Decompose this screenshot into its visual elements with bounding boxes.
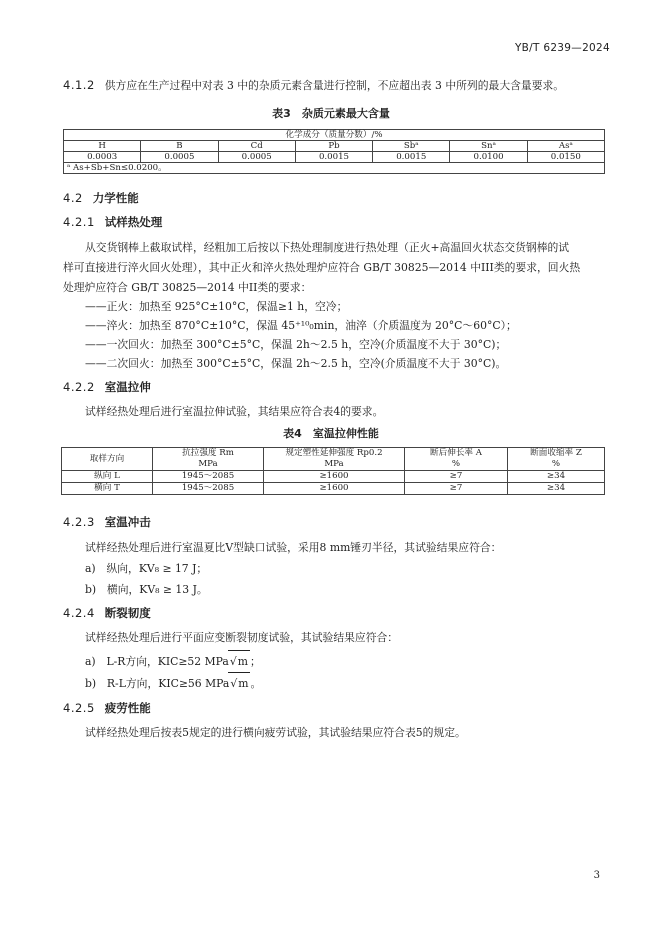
section-4-2 (63, 190, 139, 206)
paragraph: 试样经热处理后进行室温夏比V型缺口试验，采用8 mm锤刃半径，其试验结果应符合： (85, 541, 502, 554)
standard-code: YB/T 6239—2024 (514, 42, 610, 54)
table4 (61, 447, 605, 495)
table3-footnote: ᵃ As+Sb+Sn≤0.0200。 (64, 163, 605, 174)
clause-title: 疲劳性能 (104, 701, 151, 715)
table4-header: 取样方向 (62, 448, 153, 471)
list-item: b) 横向，KV₈ ≥ 13 J。 (85, 583, 208, 596)
paragraph: 试样经热处理后进行平面应变断裂韧度试验，其试验结果应符合： (85, 631, 399, 644)
table4-cell: ≥1600 (264, 471, 405, 483)
clause-number: 4.1.2 (63, 78, 95, 92)
table4-cell: 1945～2085 (153, 471, 264, 483)
clause-title: 断裂韧度 (104, 606, 151, 620)
list-item: a) L-R方向，KIC≥52 MPa√m ； (85, 650, 261, 673)
table3-cell: 0.0015 (373, 152, 450, 163)
clause-title: 试样热处理 (104, 215, 163, 229)
clause-text: 供方应在生产过程中对表 3 中的杂质元素含量进行控制，不应超出表 3 中所列的最大含量要求。 (104, 79, 565, 92)
table4-cell: 1945～2085 (153, 483, 264, 495)
page-number: 3 (593, 870, 600, 881)
table4-cell: ≥34 (508, 471, 605, 483)
table4-header: 断后伸长率 A % (405, 448, 508, 471)
clause-4-2-3 (63, 514, 151, 530)
table4-cell: 横向 T (62, 483, 153, 495)
list-item: b) R-L方向，KIC≥56 MPa√m 。 (85, 672, 261, 695)
clause-title: 室温拉伸 (104, 380, 151, 394)
table3-cell: 0.0100 (450, 152, 527, 163)
list-item: ——淬火：加热至 870°C±10°C，保温 45⁺¹⁰₀min，油淬（介质温度为 20°C～60°C）； (85, 319, 517, 332)
clause-4-2-5 (63, 700, 151, 716)
clause-number: 4.2.2 (63, 380, 95, 394)
table3-col: B (141, 141, 218, 152)
section-number: 4.2 (63, 191, 83, 205)
list-item: ——二次回火：加热至 300°C±5°C，保温 2h～2.5 h，空冷(介质温度不大于 30°C)。 (85, 357, 507, 370)
table4-cell: ≥7 (405, 483, 508, 495)
list-item: ——一次回火：加热至 300°C±5°C，保温 2h～2.5 h，空冷(介质温度不大于 30°C)； (85, 338, 507, 351)
table3-col: Snᵃ (450, 141, 527, 152)
table4-header: 断面收缩率 Z % (508, 448, 605, 471)
paragraph-line: 处理炉应符合 GB/T 30825—2014 中II类的要求： (63, 281, 312, 294)
table4-cell: ≥34 (508, 483, 605, 495)
section-title: 力学性能 (92, 191, 139, 205)
paragraph-line: 从交货钢棒上截取试样，经粗加工后按以下热处理制度进行热处理（正火+高温回火状态交货钢棒的试 (85, 241, 570, 254)
table4-header: 抗拉强度 Rm MPa (153, 448, 264, 471)
paragraph: 试样经热处理后进行室温拉伸试验，其结果应符合表4的要求。 (85, 405, 384, 418)
list-item: a) 纵向，KV₈ ≥ 17 J； (85, 562, 208, 575)
clause-4-2-2 (63, 379, 151, 395)
table3 (63, 129, 605, 174)
paragraph-line: 样可直接进行淬火回火处理），其中正火和淬火热处理炉应符合 GB/T 30825—2014 中III类的要求，回火热 (63, 261, 581, 274)
table3-group-header: 化学成分（质量分数）/% (64, 130, 605, 141)
table3-cell: 0.0005 (141, 152, 218, 163)
table4-header: 规定塑性延伸强度 Rp0.2 MPa (264, 448, 405, 471)
table3-cell: 0.0015 (295, 152, 372, 163)
table3-col: H (64, 141, 141, 152)
table4-cell: ≥7 (405, 471, 508, 483)
list-item: ——正火：加热至 925°C±10°C，保温≥1 h，空冷； (85, 300, 348, 313)
table4-caption: 表4 室温拉伸性能 (283, 427, 379, 440)
table3-col: Pb (295, 141, 372, 152)
table3-col: Asᵃ (527, 141, 604, 152)
table3-cell: 0.0150 (527, 152, 604, 163)
clause-title: 室温冲击 (104, 515, 151, 529)
table4-cell: ≥1600 (264, 483, 405, 495)
table3-cell: 0.0005 (218, 152, 295, 163)
clause-4-1-2 (63, 78, 564, 93)
clause-number: 4.2.1 (63, 215, 95, 229)
clause-number: 4.2.3 (63, 515, 95, 529)
clause-number: 4.2.5 (63, 701, 95, 715)
paragraph: 试样经热处理后按表5规定的进行横向疲劳试验，其试验结果应符合表5的规定。 (85, 726, 466, 739)
clause-number: 4.2.4 (63, 606, 95, 620)
clause-4-2-4 (63, 605, 151, 621)
table3-col: Cd (218, 141, 295, 152)
clause-4-2-1 (63, 214, 162, 230)
table3-caption: 表3 杂质元素最大含量 (272, 107, 390, 120)
table3-col: Sbᵃ (373, 141, 450, 152)
table4-cell: 纵向 L (62, 471, 153, 483)
table3-cell: 0.0003 (64, 152, 141, 163)
